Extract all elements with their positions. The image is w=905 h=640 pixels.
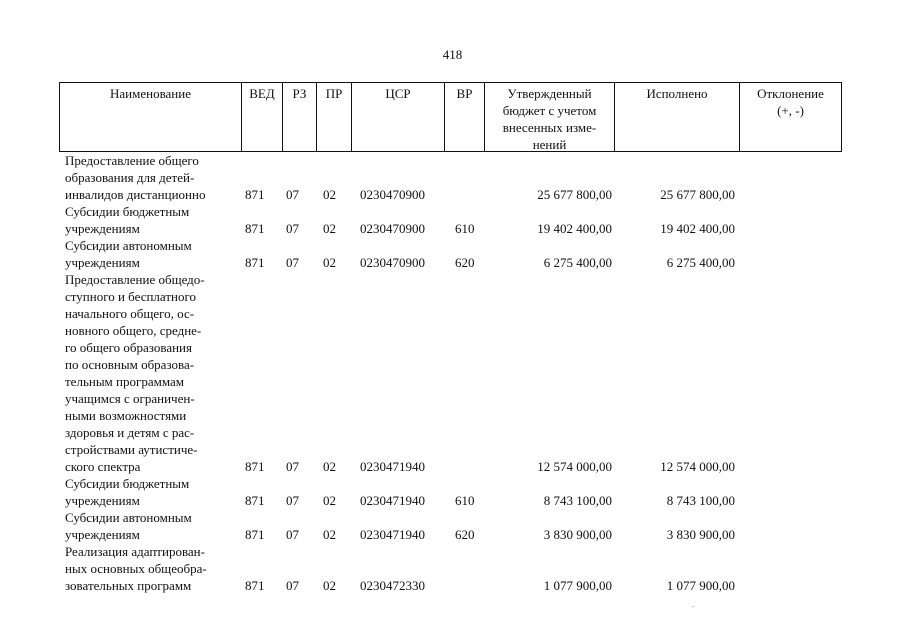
header-executed: Исполнено	[614, 83, 739, 151]
row-pr: 02	[323, 187, 336, 202]
table-row	[0, 152, 905, 203]
row-csr: 0230470900	[360, 221, 425, 236]
row-pr: 02	[323, 493, 336, 508]
table-row	[0, 475, 905, 509]
row-executed: 19 402 400,00	[660, 221, 735, 236]
row-budget: 12 574 000,00	[537, 459, 612, 474]
row-ved: 871	[245, 527, 265, 542]
page-number: 418	[442, 47, 463, 62]
row-name: Субсидии автономным учреждениям	[65, 238, 192, 270]
row-rz: 07	[286, 459, 299, 474]
row-executed: 6 275 400,00	[666, 255, 735, 270]
row-pr: 02	[323, 578, 336, 593]
row-pr: 02	[323, 459, 336, 474]
header-budget: Утвержденный бюджет с учетом внесенных изме- нений	[484, 83, 614, 151]
table-row	[0, 271, 905, 475]
row-csr: 0230471940	[360, 493, 425, 508]
table-row	[0, 509, 905, 543]
row-rz: 07	[286, 578, 299, 593]
header-pr: ПР	[316, 83, 351, 151]
row-ved: 871	[245, 578, 265, 593]
row-rz: 07	[286, 527, 299, 542]
row-rz: 07	[286, 187, 299, 202]
header-deviation: Отклонение (+, -)	[739, 83, 841, 151]
row-executed: 8 743 100,00	[666, 493, 735, 508]
row-name: Субсидии бюджетным учреждениям	[65, 204, 190, 236]
header-vr: ВР	[444, 83, 484, 151]
row-budget: 19 402 400,00	[537, 221, 612, 236]
row-executed: 1 077 900,00	[666, 578, 735, 593]
row-name: Реализация адаптирован- ных основных общеобра- зовательных программ	[65, 544, 207, 593]
table-row	[0, 203, 905, 237]
row-budget: 25 677 800,00	[537, 187, 612, 202]
row-ved: 871	[245, 493, 265, 508]
row-name: Субсидии автономным учреждениям	[65, 510, 192, 542]
row-name: Субсидии бюджетным учреждениям	[65, 476, 190, 508]
header-csr: ЦСР	[351, 83, 444, 151]
row-csr: 0230471940	[360, 459, 425, 474]
row-ved: 871	[245, 459, 265, 474]
row-vr: 620	[455, 527, 475, 542]
row-pr: 02	[323, 221, 336, 236]
row-pr: 02	[323, 255, 336, 270]
row-ved: 871	[245, 221, 265, 236]
row-name: Предоставление общедо- ступного и бесплатного начального общего, ос- новного общего, средне- го общего образования по основным образова- тельным программам учащимся с ограничен- ными возможностями здоровья и детям с рас- стройствами аутистиче- ского спектра	[65, 272, 205, 474]
row-vr: 620	[455, 255, 475, 270]
scan-speck	[692, 606, 694, 607]
header-rz: РЗ	[282, 83, 316, 151]
row-rz: 07	[286, 493, 299, 508]
row-vr: 610	[455, 493, 475, 508]
row-budget: 1 077 900,00	[543, 578, 612, 593]
row-csr: 0230470900	[360, 187, 425, 202]
header-name: Наименование	[110, 86, 191, 101]
row-rz: 07	[286, 221, 299, 236]
table-row	[0, 543, 905, 594]
row-csr: 0230472330	[360, 578, 425, 593]
row-executed: 12 574 000,00	[660, 459, 735, 474]
table-row	[0, 237, 905, 271]
row-rz: 07	[286, 255, 299, 270]
row-ved: 871	[245, 255, 265, 270]
header-ved: ВЕД	[241, 83, 282, 151]
row-budget: 6 275 400,00	[543, 255, 612, 270]
row-vr: 610	[455, 221, 475, 236]
row-executed: 3 830 900,00	[666, 527, 735, 542]
row-budget: 8 743 100,00	[543, 493, 612, 508]
row-csr: 0230471940	[360, 527, 425, 542]
row-budget: 3 830 900,00	[543, 527, 612, 542]
table-header	[59, 82, 842, 152]
row-executed: 25 677 800,00	[660, 187, 735, 202]
row-ved: 871	[245, 187, 265, 202]
row-csr: 0230470900	[360, 255, 425, 270]
row-pr: 02	[323, 527, 336, 542]
row-name: Предоставление общего образования для детей- инвалидов дистанционно	[65, 153, 206, 202]
